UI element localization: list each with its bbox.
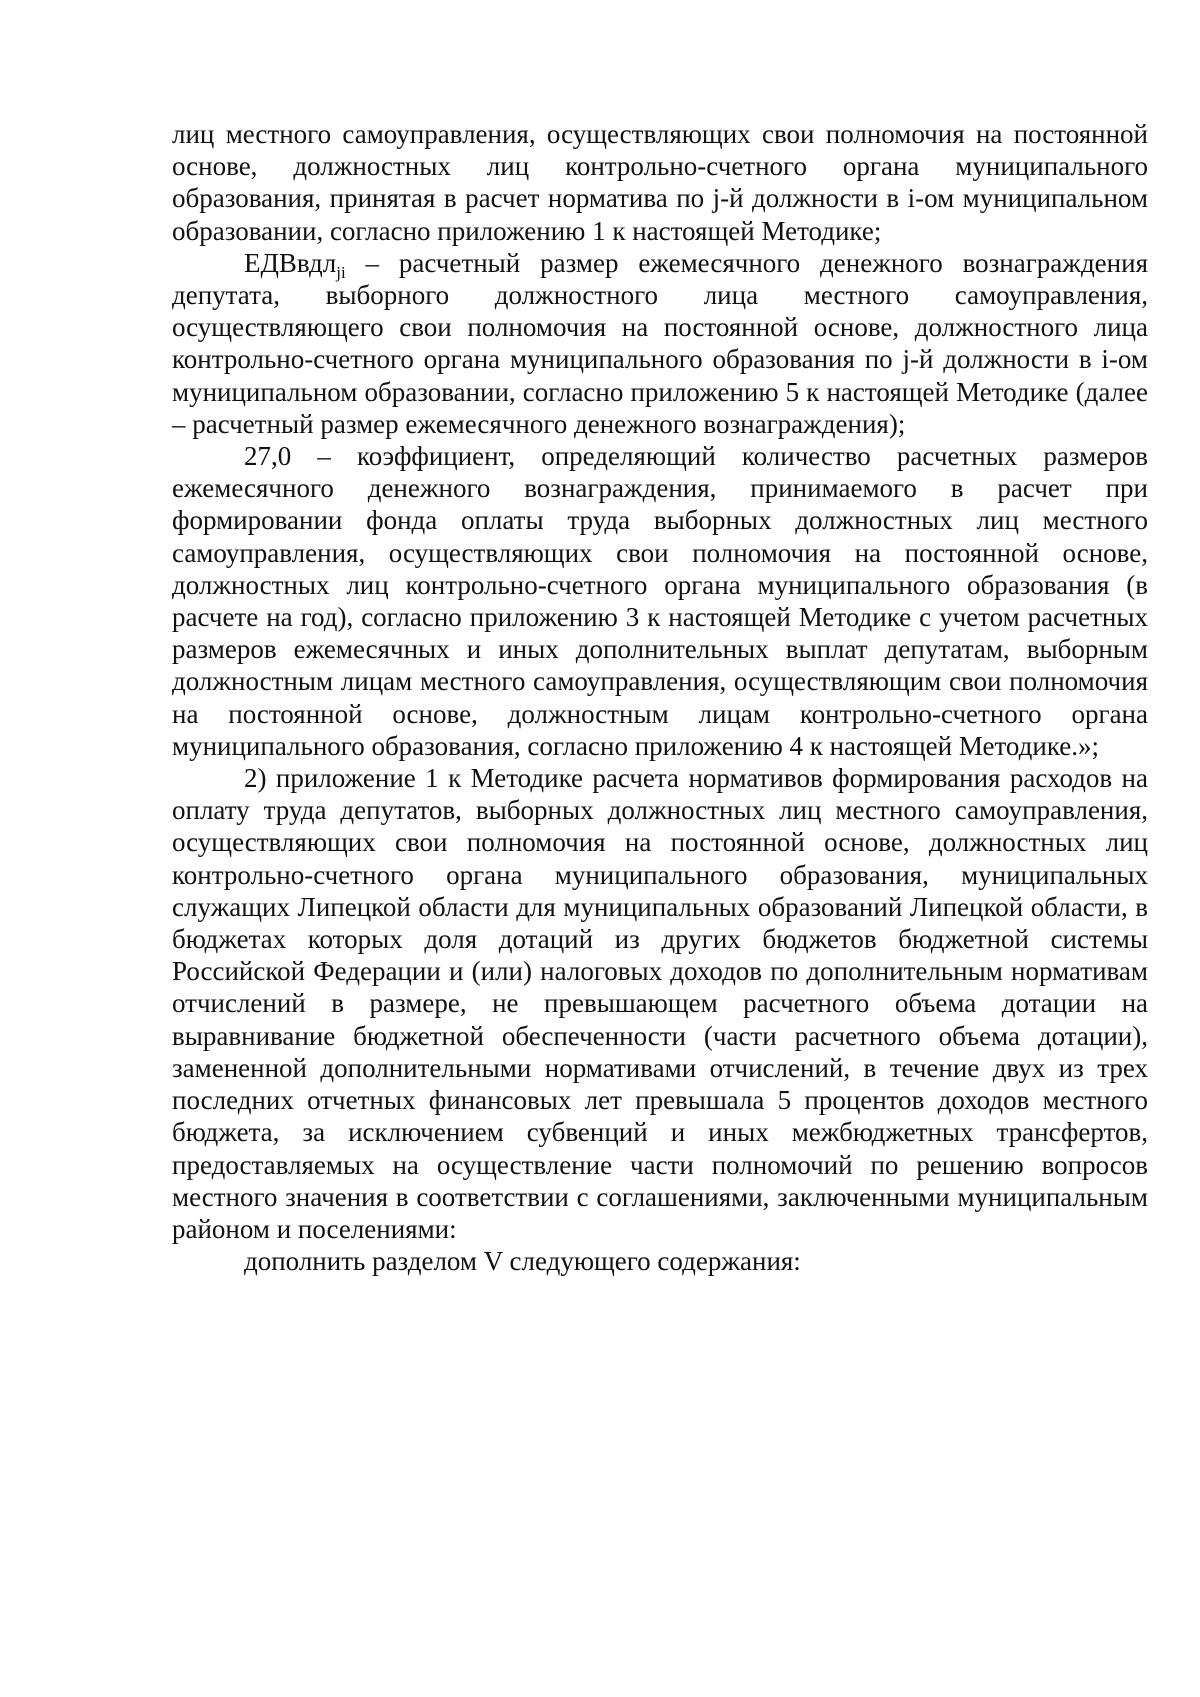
paragraph-coefficient: 27,0 – коэффициент, определяющий количество расчетных размеров ежемесячного денежного вознаграждения, принимаемого в расчет при формировании фонда оплаты труда выборных должностных лиц местного самоуправления, осуществляющих свои полномочия на постоянной основе, должностных лиц контрольно-счетного органа муниципального образования (в расчете на год), согласно приложению 3 к настоящей Методике с учетом расчетных размеров ежемесячных и иных дополнительных выплат депутатам, выборным должностным лицам местного самоуправления, осуществляющим свои полномочия на постоянной основе, должностным лицам контрольно-счетного органа муниципального образования, согласно приложению 4 к настоящей Методике.»; <box>172 441 1148 761</box>
edv-term: ЕДВвдл <box>244 247 337 278</box>
paragraph-add-section: дополнить разделом V следующего содержания: <box>244 1246 801 1277</box>
edv-term-subscript: ji <box>336 262 346 282</box>
paragraph-continuation: лиц местного самоуправления, осуществляющих свои полномочия на постоянной основе, должностных лиц контрольно-счетного органа муниципального образования, принятая в расчет норматива по j-й должности в i-ом муниципальном образовании, согласно приложению 1 к настоящей Методике; <box>172 119 1148 246</box>
paragraph-item-2: 2) приложение 1 к Методике расчета нормативов формирования расходов на оплату труда депутатов, выборных должностных лиц местного самоуправления, осуществляющих свои полномочия на постоянной основе, должностных лиц контрольно-счетного органа муниципального образования, муниципальных служащих Липецкой области для муниципальных образований Липецкой области, в бюджетах которых доля дотаций из других бюджетов бюджетной системы Российской Федерации и (или) налоговых доходов по дополнительным нормативам отчислений в размере, не превышающем расчетного объема дотации на выравнивание бюджетной обеспеченности (части расчетного объема дотации), замененной дополнительными нормативами отчислений, в течение двух из трех последних отчетных финансовых лет превышала 5 процентов доходов местного бюджета, за исключением субвенций и иных межбюджетных трансфертов, предоставляемых на осуществление части полномочий по решению вопросов местного значения в соответствии с соглашениями, заключенными муниципальным районом и поселениями: <box>172 763 1148 1244</box>
document-body <box>172 118 1148 1277</box>
paragraph-edv-definition <box>172 247 1148 440</box>
edv-definition-text: – расчетный размер ежемесячного денежного вознаграждения депутата, выборного должностного лица местного самоуправления, осуществляющего свои полномочия на постоянной основе, должностного лица контрольно-счетного органа муниципального образования по j-й должности в i-ом муниципальном образовании, согласно приложению 5 к настоящей Методике (далее – расчетный размер ежемесячного денежного вознаграждения); <box>172 247 1148 439</box>
